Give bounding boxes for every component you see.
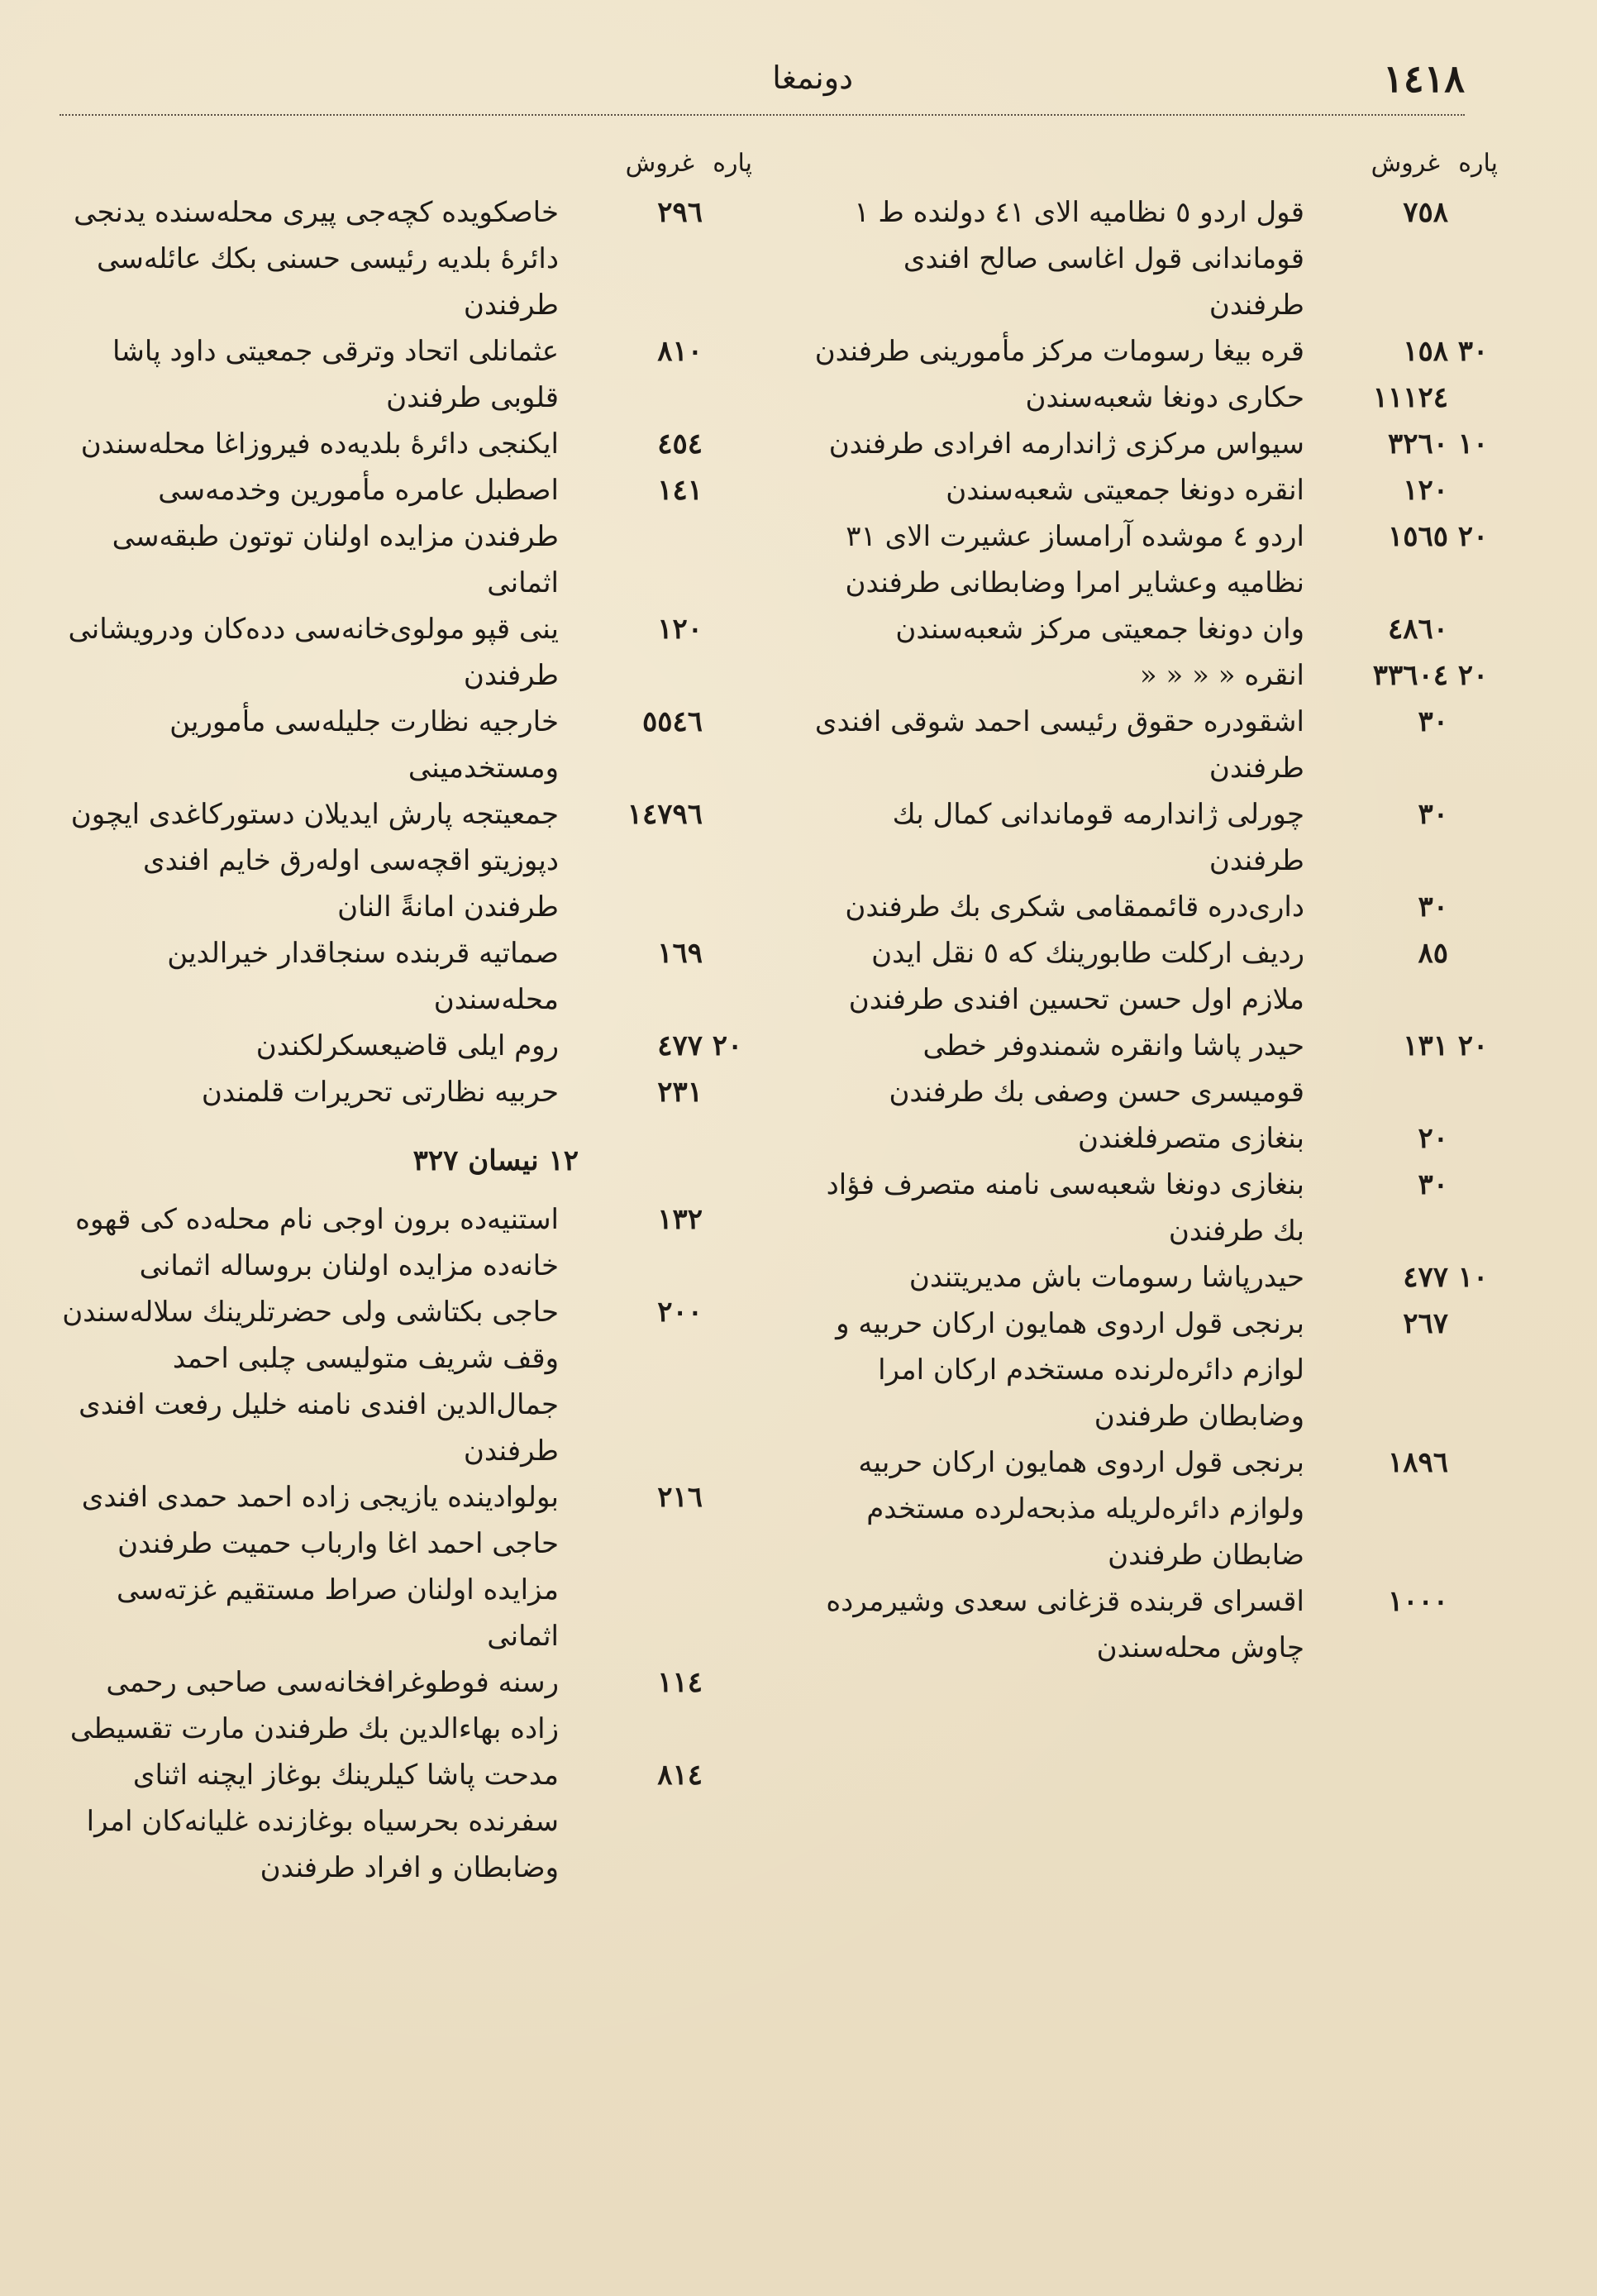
entry-description: بنغازی متصرفلغندن [1077, 1122, 1304, 1155]
entry-ghurush-amount: ١١٤ [657, 1666, 703, 1699]
entry-para-amount [1448, 884, 1498, 930]
entry-description: ایکنجی دائرهٔ بلدیه‌ده فیروزاغا محله‌سندن [80, 427, 559, 461]
entry-para-amount [703, 189, 752, 328]
entry-description: استنیه‌ده برون اوجی نام محله‌ده کی قهوه خانه‌ده مزایده اولنان بروساله اثمانی [75, 1203, 559, 1282]
entry-description: صماتیه قربنده سنجاقدار خیرالدین محله‌سندن [167, 937, 559, 1016]
entry-ghurush-amount: ١٦٩ [657, 937, 703, 970]
ledger-entry [803, 328, 1498, 375]
entry-ghurush-amount: ٣٢٦٠ [1387, 427, 1448, 461]
entry-ghurush-amount: ١٨٩٦ [1387, 1446, 1448, 1479]
ledger-entry [58, 1069, 752, 1115]
entry-description: انقره دونغا جمعیتی شعبه‌سندن [946, 474, 1304, 507]
ledger-entry [803, 1162, 1498, 1254]
entry-description: چورلی ژاندارمه قوماندانی کمال بك طرفندن [892, 798, 1304, 877]
entry-para-amount: ١٠ [1457, 1261, 1489, 1294]
ledger-entry [803, 467, 1498, 513]
ledger-entry [58, 1023, 752, 1069]
entry-ghurush-amount: ١٣٢ [657, 1203, 703, 1236]
entry-description: اصطبل عامره مأمورین وخدمه‌سی طرفندن مزایده اولنان توتون طبقه‌سی اثمانی [112, 474, 559, 599]
entry-ghurush-amount: ٤٧٧ [657, 1029, 703, 1062]
entry-description: داری‌دره قائممقامی شکری بك طرفندن [845, 890, 1304, 924]
entry-para-amount [1448, 1439, 1498, 1578]
entry-ghurush-amount: ٢١٦ [657, 1481, 703, 1514]
entry-description: قره بیغا رسومات مرکز مأمورینی طرفندن [814, 335, 1304, 368]
entry-para-amount [1448, 606, 1498, 652]
ledger-entry [58, 189, 752, 328]
entry-description: بولوادینده یازیجی زاده احمد حمدی افندی حاجی احمد اغا وارباب حمیت طرفندن مزایده اولنان صراط مستقیم غزته‌سی اثمانی [81, 1481, 559, 1653]
entry-description: مدحت پاشا کیلرینك بوغاز ایچنه اثنای سفرنده بحرسیاه بوغازنده غلیانه‌کان امرا وضابطان و افراد طرفندن [86, 1759, 559, 1884]
entry-ghurush-amount: ١٣١ [1403, 1029, 1448, 1062]
entry-ghurush-amount: ٢٠٠ [657, 1296, 703, 1329]
entry-para-amount [1448, 189, 1498, 328]
entry-ghurush-amount: ٤٧٧ [1403, 1261, 1448, 1294]
ledger-entry [58, 1659, 752, 1752]
left-entries [58, 189, 752, 1115]
entry-ghurush-amount: ٢٦٧ [1403, 1307, 1448, 1340]
entry-description: عثمانلی اتحاد وترقی جمعیتی داود پاشا قلوبی طرفندن [112, 335, 559, 414]
ledger-entry [58, 930, 752, 1023]
entry-description: قول اردو ٥ نظامیه الای ٤١ دولنده ط ١ قوماندانی قول اغاسی صالح افندی طرفندن [854, 196, 1304, 322]
column-head-ghurush: غروش [625, 148, 694, 178]
entry-ghurush-amount: ٣٣٦٠٤ [1372, 659, 1448, 692]
entry-ghurush-amount: ٣٠ [1418, 798, 1448, 831]
entry-description: ردیف ارکلت طابورینك که ٥ نقل ایدن ملازم اول حسن تحسین افندی طرفندن [848, 937, 1304, 1016]
entry-ghurush-amount: ١٤٧٩٦ [627, 798, 703, 831]
entry-description: اردو ٤ موشده آرامساز عشیرت الای ٣١ نظامیه وعشایر امرا وضابطانی طرفندن [845, 520, 1304, 599]
entry-para-amount: ٣٠ [1457, 335, 1489, 368]
ledger-entry [58, 421, 752, 467]
entry-description: ینی قپو مولوی‌خانه‌سی دده‌کان ودرویشانی طرفندن [68, 613, 559, 692]
column-head-para: پاره [713, 148, 752, 178]
entry-description: وان دونغا جمعیتی مرکز شعبه‌سندن [895, 613, 1304, 646]
entry-para-amount: ٢٠ [1457, 659, 1489, 692]
column-head-ghurush: غروش [1371, 148, 1440, 178]
entry-description: حیدر پاشا وانقره شمندوفر خطی قومیسری حسن وصفی بك طرفندن [889, 1029, 1304, 1109]
entry-para-amount: ٢٠ [1457, 1029, 1489, 1062]
ledger-entry [803, 1439, 1498, 1578]
entry-para-amount [703, 1474, 752, 1659]
entry-ghurush-amount: ٢٠ [1418, 1122, 1448, 1155]
entry-para-amount [1448, 1301, 1498, 1439]
ledger-entry [803, 1301, 1498, 1439]
entry-para-amount [703, 930, 752, 1023]
left-entries-dated [58, 1196, 752, 1891]
entry-para-amount [703, 421, 752, 467]
running-title: دونمغا [772, 60, 853, 96]
right-column [803, 136, 1498, 1671]
entry-para-amount [1448, 1578, 1498, 1671]
entry-description: اقسرای قربنده قزغانی سعدی وشیرمرده چاوش محله‌سندن [826, 1585, 1304, 1664]
entry-ghurush-amount: ٤٨٦٠ [1387, 613, 1448, 646]
entry-ghurush-amount: ١١١٢٤ [1372, 381, 1448, 414]
page-header [58, 50, 1465, 107]
ledger-entry [803, 884, 1498, 930]
entry-para-amount: ١٠ [1457, 427, 1489, 461]
entry-ghurush-amount: ٨١٠ [657, 335, 703, 368]
entry-para-amount [703, 791, 752, 930]
header-divider [60, 114, 1465, 116]
entry-description: انقره « « « « [1139, 659, 1304, 692]
ledger-entry [803, 1254, 1498, 1301]
entry-ghurush-amount: ٣٠ [1418, 705, 1448, 738]
ledger-entry [58, 1752, 752, 1891]
ledger-entry [58, 1474, 752, 1659]
entry-para-amount [703, 1289, 752, 1474]
entry-description: خاصکویده کچه‌جی پیری محله‌سنده یدنجی دائرهٔ بلدیه رئیسی حسنی بکك عائله‌سی طرفندن [74, 196, 559, 322]
ledger-entry [58, 699, 752, 791]
entry-ghurush-amount: ١٤١ [657, 474, 703, 507]
ledger-entry [803, 1115, 1498, 1162]
entry-description: اشقودره حقوق رئیسی احمد شوقی افندی طرفندن [814, 705, 1304, 785]
ledger-entry [803, 606, 1498, 652]
ledger-entry [803, 791, 1498, 884]
column-head [803, 136, 1498, 189]
entry-description: برنجی قول اردوی همایون ارکان حربیه ولوازم دائره‌لریله مذبحه‌لرده مستخدم ضابطان طرفندن [858, 1446, 1304, 1572]
entry-ghurush-amount: ٣٠ [1418, 890, 1448, 924]
ledger-entry [58, 1289, 752, 1474]
ledger-entry [803, 375, 1498, 421]
ledger-entry [803, 421, 1498, 467]
entry-ghurush-amount: ٧٥٨ [1403, 196, 1448, 229]
entry-ghurush-amount: ٨٥ [1418, 937, 1448, 970]
ledger-entry [58, 1196, 752, 1289]
entry-para-amount [703, 1752, 752, 1891]
entry-description: برنجی قول اردوی همایون ارکان حربیه و لوازم دائره‌لرنده مستخدم ارکان امرا وضابطان طرفندن [836, 1307, 1304, 1433]
entry-description: حیدرپاشا رسومات باش مدیریتندن [908, 1261, 1304, 1294]
ledger-entry [803, 930, 1498, 1023]
entry-para-amount [1448, 467, 1498, 513]
ledger-entry [803, 1578, 1498, 1671]
entry-ghurush-amount: ١٢٠ [1403, 474, 1448, 507]
entry-para-amount [1448, 375, 1498, 421]
entry-ghurush-amount: ١٢٠ [657, 613, 703, 646]
entry-ghurush-amount: ١٥٨ [1403, 335, 1448, 368]
entry-ghurush-amount: ٨١٤ [657, 1759, 703, 1792]
entry-para-amount: ٢٠ [712, 1029, 743, 1062]
entry-para-amount [703, 1659, 752, 1752]
entry-description: روم ایلی قاضیعسکرلکندن [255, 1029, 559, 1062]
entry-para-amount [1448, 699, 1498, 791]
entry-para-amount [703, 1069, 752, 1115]
ledger-entry [58, 791, 752, 930]
entry-description: خارجیه نظارت جلیله‌سی مأمورین ومستخدمینی [169, 705, 559, 785]
entry-para-amount [1448, 930, 1498, 1023]
entry-ghurush-amount: ١٠٠٠ [1387, 1585, 1448, 1618]
left-column [58, 136, 752, 1891]
entry-ghurush-amount: ٥٥٤٦ [641, 705, 703, 738]
entry-para-amount [703, 699, 752, 791]
date-subheading: ١٢ نیسان ٣٢٧ [412, 1144, 579, 1177]
entry-description: رسنه فوطوغرافخانه‌سی صاحبی رحمی زاده بهاءالدین بك طرفندن مارت تقسیطی [69, 1666, 559, 1745]
entry-ghurush-amount: ٢٣١ [657, 1076, 703, 1109]
entry-para-amount [703, 328, 752, 421]
ledger-entry [803, 189, 1498, 328]
ledger-entry [58, 328, 752, 421]
right-entries [803, 189, 1498, 1671]
ledger-entry [803, 699, 1498, 791]
ledger-entry [803, 652, 1498, 699]
entry-para-amount [1448, 1115, 1498, 1162]
entry-para-amount: ٢٠ [1457, 520, 1489, 553]
page-number: ١٤١٨ [1383, 56, 1465, 101]
ledger-entry [58, 606, 752, 699]
entry-para-amount [703, 606, 752, 699]
entry-description: سیواس مرکزی ژاندارمه افرادی طرفندن [828, 427, 1304, 461]
entry-para-amount [703, 467, 752, 606]
entry-para-amount [703, 1196, 752, 1289]
ledger-entry [58, 467, 752, 606]
entry-para-amount [1448, 1162, 1498, 1254]
entry-ghurush-amount: ٤٥٤ [657, 427, 703, 461]
entry-description: حاجی بکتاشی ولی حضرتلرینك سلاله‌سندن وقف شریف متولیسی چلبی احمد جمال‌الدین افندی نامنه خلیل رفعت افندی طرفندن [62, 1296, 559, 1468]
ledger-entry [803, 1023, 1498, 1115]
column-head [58, 136, 752, 189]
entry-para-amount [1448, 791, 1498, 884]
entry-description: حربیه نظارتی تحریرات قلمندن [201, 1076, 559, 1109]
entry-description: بنغازی دونغا شعبه‌سی نامنه متصرف فؤاد بك طرفندن [826, 1168, 1304, 1248]
entry-description: جمعیتجه پارش ایدیلان دستورکاغدی ایچون دپوزیتو اقچه‌سی اوله‌رق خایم افندی طرفندن امانةً النان [70, 798, 559, 924]
entry-ghurush-amount: ٢٩٦ [657, 196, 703, 229]
column-head-para: پاره [1458, 148, 1498, 178]
entry-ghurush-amount: ١٥٦٥ [1387, 520, 1448, 553]
ledger-entry [803, 513, 1498, 606]
entry-ghurush-amount: ٣٠ [1418, 1168, 1448, 1201]
entry-description: حکاری دونغا شعبه‌سندن [1025, 381, 1304, 414]
